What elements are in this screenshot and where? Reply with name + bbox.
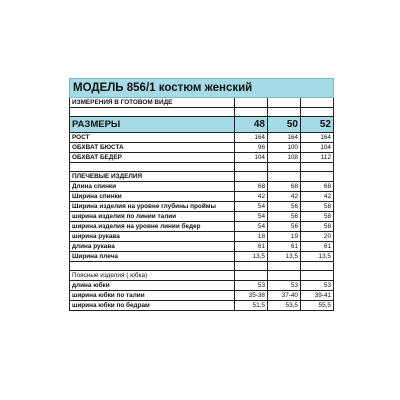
section-header-waist <box>70 271 334 281</box>
table-row <box>70 252 334 262</box>
row-label: длина рукава <box>70 242 235 252</box>
cell-value: 55,5 <box>301 301 334 311</box>
cell-value: 54 <box>235 222 268 232</box>
size-chart-sheet <box>69 78 333 311</box>
section-header-shoulder <box>70 172 334 182</box>
cell-value: 56 <box>268 222 301 232</box>
row-label: ОБХВАТ БЕДЕР <box>70 153 235 163</box>
cell-value: 104 <box>235 153 268 163</box>
model-title: МОДЕЛЬ 856/1 костюм женский <box>70 79 334 98</box>
cell-value: 53 <box>268 281 301 291</box>
size-52: 52 <box>301 117 334 133</box>
table-row <box>70 242 334 252</box>
cell-value: 13,5 <box>268 252 301 262</box>
cell-value: 42 <box>301 192 334 202</box>
cell-value: 20 <box>301 232 334 242</box>
row-label: ширина юбки по бедрам <box>70 301 235 311</box>
blank-row <box>70 163 334 172</box>
table-row <box>70 182 334 192</box>
table-row <box>70 143 334 153</box>
cell-value: 51,5 <box>235 301 268 311</box>
size-48: 48 <box>235 117 268 133</box>
cell-value: 68 <box>235 182 268 192</box>
cell-value: 164 <box>268 133 301 143</box>
table-row <box>70 232 334 242</box>
cell-value: 164 <box>301 133 334 143</box>
cell-value: 13,5 <box>301 252 334 262</box>
row-label: ширина юбки по талии <box>70 291 235 301</box>
cell-value: 54 <box>235 202 268 212</box>
cell-value: 108 <box>268 153 301 163</box>
table-row <box>70 291 334 301</box>
table-row <box>70 222 334 232</box>
table-row <box>70 212 334 222</box>
size-50: 50 <box>268 117 301 133</box>
sizes-header-row <box>70 117 334 133</box>
cell-value: 68 <box>301 182 334 192</box>
cell-value: 53,5 <box>268 301 301 311</box>
table-row <box>70 202 334 212</box>
measurements-subtitle: ИЗМЕРЕНИЯ В ГОТОВОМ ВИДЕ <box>70 98 235 108</box>
row-label: Ширина плеча <box>70 252 235 262</box>
cell-value: 112 <box>301 153 334 163</box>
cell-value: 100 <box>268 143 301 153</box>
cell-value: 53 <box>301 281 334 291</box>
row-label: ширина рукава <box>70 232 235 242</box>
cell-value: 58 <box>301 212 334 222</box>
cell-value: 61 <box>235 242 268 252</box>
cell-value: 68 <box>268 182 301 192</box>
cell-value: 56 <box>268 202 301 212</box>
table-row <box>70 153 334 163</box>
cell-value: 19 <box>268 232 301 242</box>
row-label: ширина изделия на уровне линии бедер <box>70 222 235 232</box>
cell-value: 13,5 <box>235 252 268 262</box>
cell-value: 58 <box>301 222 334 232</box>
table-row <box>70 192 334 202</box>
table-row <box>70 133 334 143</box>
cell-value: 35-38 <box>235 291 268 301</box>
sizes-label: РАЗМЕРЫ <box>70 117 235 133</box>
cell-value: 164 <box>235 133 268 143</box>
row-label: ширина изделия по линии талии <box>70 212 235 222</box>
cell-value: 54 <box>235 212 268 222</box>
section-title: Поясные изделия ( юбка) <box>70 271 235 281</box>
cell-value: 96 <box>235 143 268 153</box>
cell-value: 58 <box>301 202 334 212</box>
cell-value: 61 <box>268 242 301 252</box>
blank-row <box>70 108 334 117</box>
row-label: Длина спинки <box>70 182 235 192</box>
size-chart-table <box>69 78 334 311</box>
row-label: ОБХВАТ БЮСТА <box>70 143 235 153</box>
cell-value: 104 <box>301 143 334 153</box>
row-label: Ширина спинки <box>70 192 235 202</box>
blank-row <box>70 262 334 271</box>
table-row <box>70 301 334 311</box>
row-label: длина юбки <box>70 281 235 291</box>
cell-value: 42 <box>235 192 268 202</box>
cell-value: 42 <box>268 192 301 202</box>
cell-value: 53 <box>235 281 268 291</box>
row-label: РОСТ <box>70 133 235 143</box>
section-title: ПЛЕЧЕВЫЕ ИЗДЕЛИЯ <box>70 172 235 182</box>
row-label: Ширина изделия на уровне глубины проймы <box>70 202 235 212</box>
cell-value: 61 <box>301 242 334 252</box>
cell-value: 18 <box>235 232 268 242</box>
cell-value: 56 <box>268 212 301 222</box>
table-row <box>70 281 334 291</box>
cell-value: 39-41 <box>301 291 334 301</box>
title-row <box>70 79 334 98</box>
cell-value: 37-40 <box>268 291 301 301</box>
subtitle-row <box>70 98 334 108</box>
